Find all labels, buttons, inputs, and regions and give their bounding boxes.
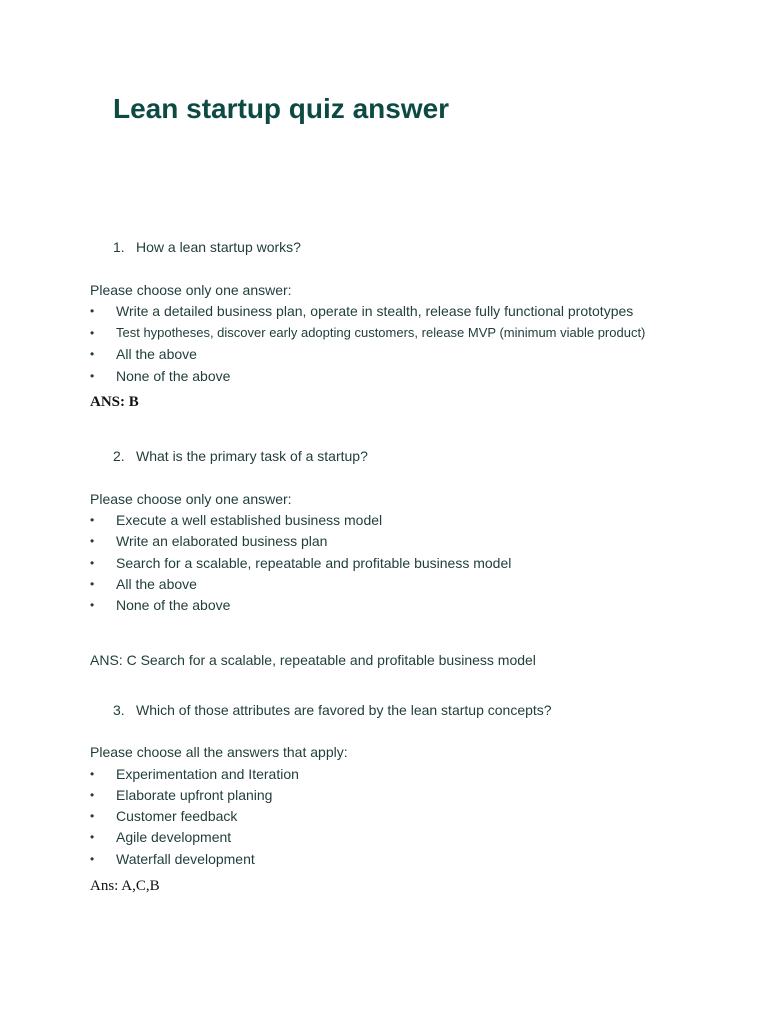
bullet-icon: • [90, 767, 95, 781]
answer-prompt: Please choose only one answer: [90, 491, 292, 507]
bullet-icon: • [90, 830, 95, 844]
bullet-icon: • [90, 513, 95, 527]
question-number: 3. [113, 702, 125, 718]
option-item: Write a detailed business plan, operate in stealth, release fully functional prototypes [116, 303, 634, 319]
bullet-icon: • [90, 809, 95, 823]
question-number: 1. [113, 239, 125, 255]
answer-prompt: Please choose all the answers that apply: [90, 744, 348, 760]
option-item: All the above [116, 346, 197, 362]
question-text: How a lean startup works? [136, 239, 301, 255]
option-item: Write an elaborated business plan [116, 533, 328, 549]
answer-text: Ans: A,C,B [90, 878, 160, 894]
answer-prompt: Please choose only one answer: [90, 282, 292, 298]
answer-text: ANS: B [90, 394, 139, 410]
option-item: Customer feedback [116, 808, 238, 824]
bullet-icon: • [90, 534, 95, 548]
option-item: All the above [116, 576, 197, 592]
bullet-icon: • [90, 788, 95, 802]
bullet-icon: • [90, 304, 95, 318]
bullet-icon: • [90, 326, 95, 340]
option-item: Test hypotheses, discover early adopting customers, release MVP (minimum viable product) [116, 325, 646, 340]
option-item: Execute a well established business model [116, 512, 383, 528]
bullet-icon: • [90, 369, 95, 383]
bullet-icon: • [90, 347, 95, 361]
bullet-icon: • [90, 852, 95, 866]
answer-text: ANS: C Search for a scalable, repeatable and profitable business model [90, 652, 536, 668]
question-number: 2. [113, 448, 125, 464]
option-item: None of the above [116, 368, 231, 384]
bullet-icon: • [90, 598, 95, 612]
bullet-icon: • [90, 577, 95, 591]
question-text: Which of those attributes are favored by the lean startup concepts? [136, 702, 552, 718]
page-title: Lean startup quiz answer [113, 93, 450, 124]
bullet-icon: • [90, 556, 95, 570]
option-item: Agile development [116, 829, 232, 845]
option-item: None of the above [116, 597, 231, 613]
option-item: Waterfall development [116, 851, 255, 867]
option-item: Experimentation and Iteration [116, 766, 299, 782]
option-item: Elaborate upfront planing [116, 787, 273, 803]
question-text: What is the primary task of a startup? [136, 448, 368, 464]
option-item: Search for a scalable, repeatable and profitable business model [116, 555, 512, 571]
